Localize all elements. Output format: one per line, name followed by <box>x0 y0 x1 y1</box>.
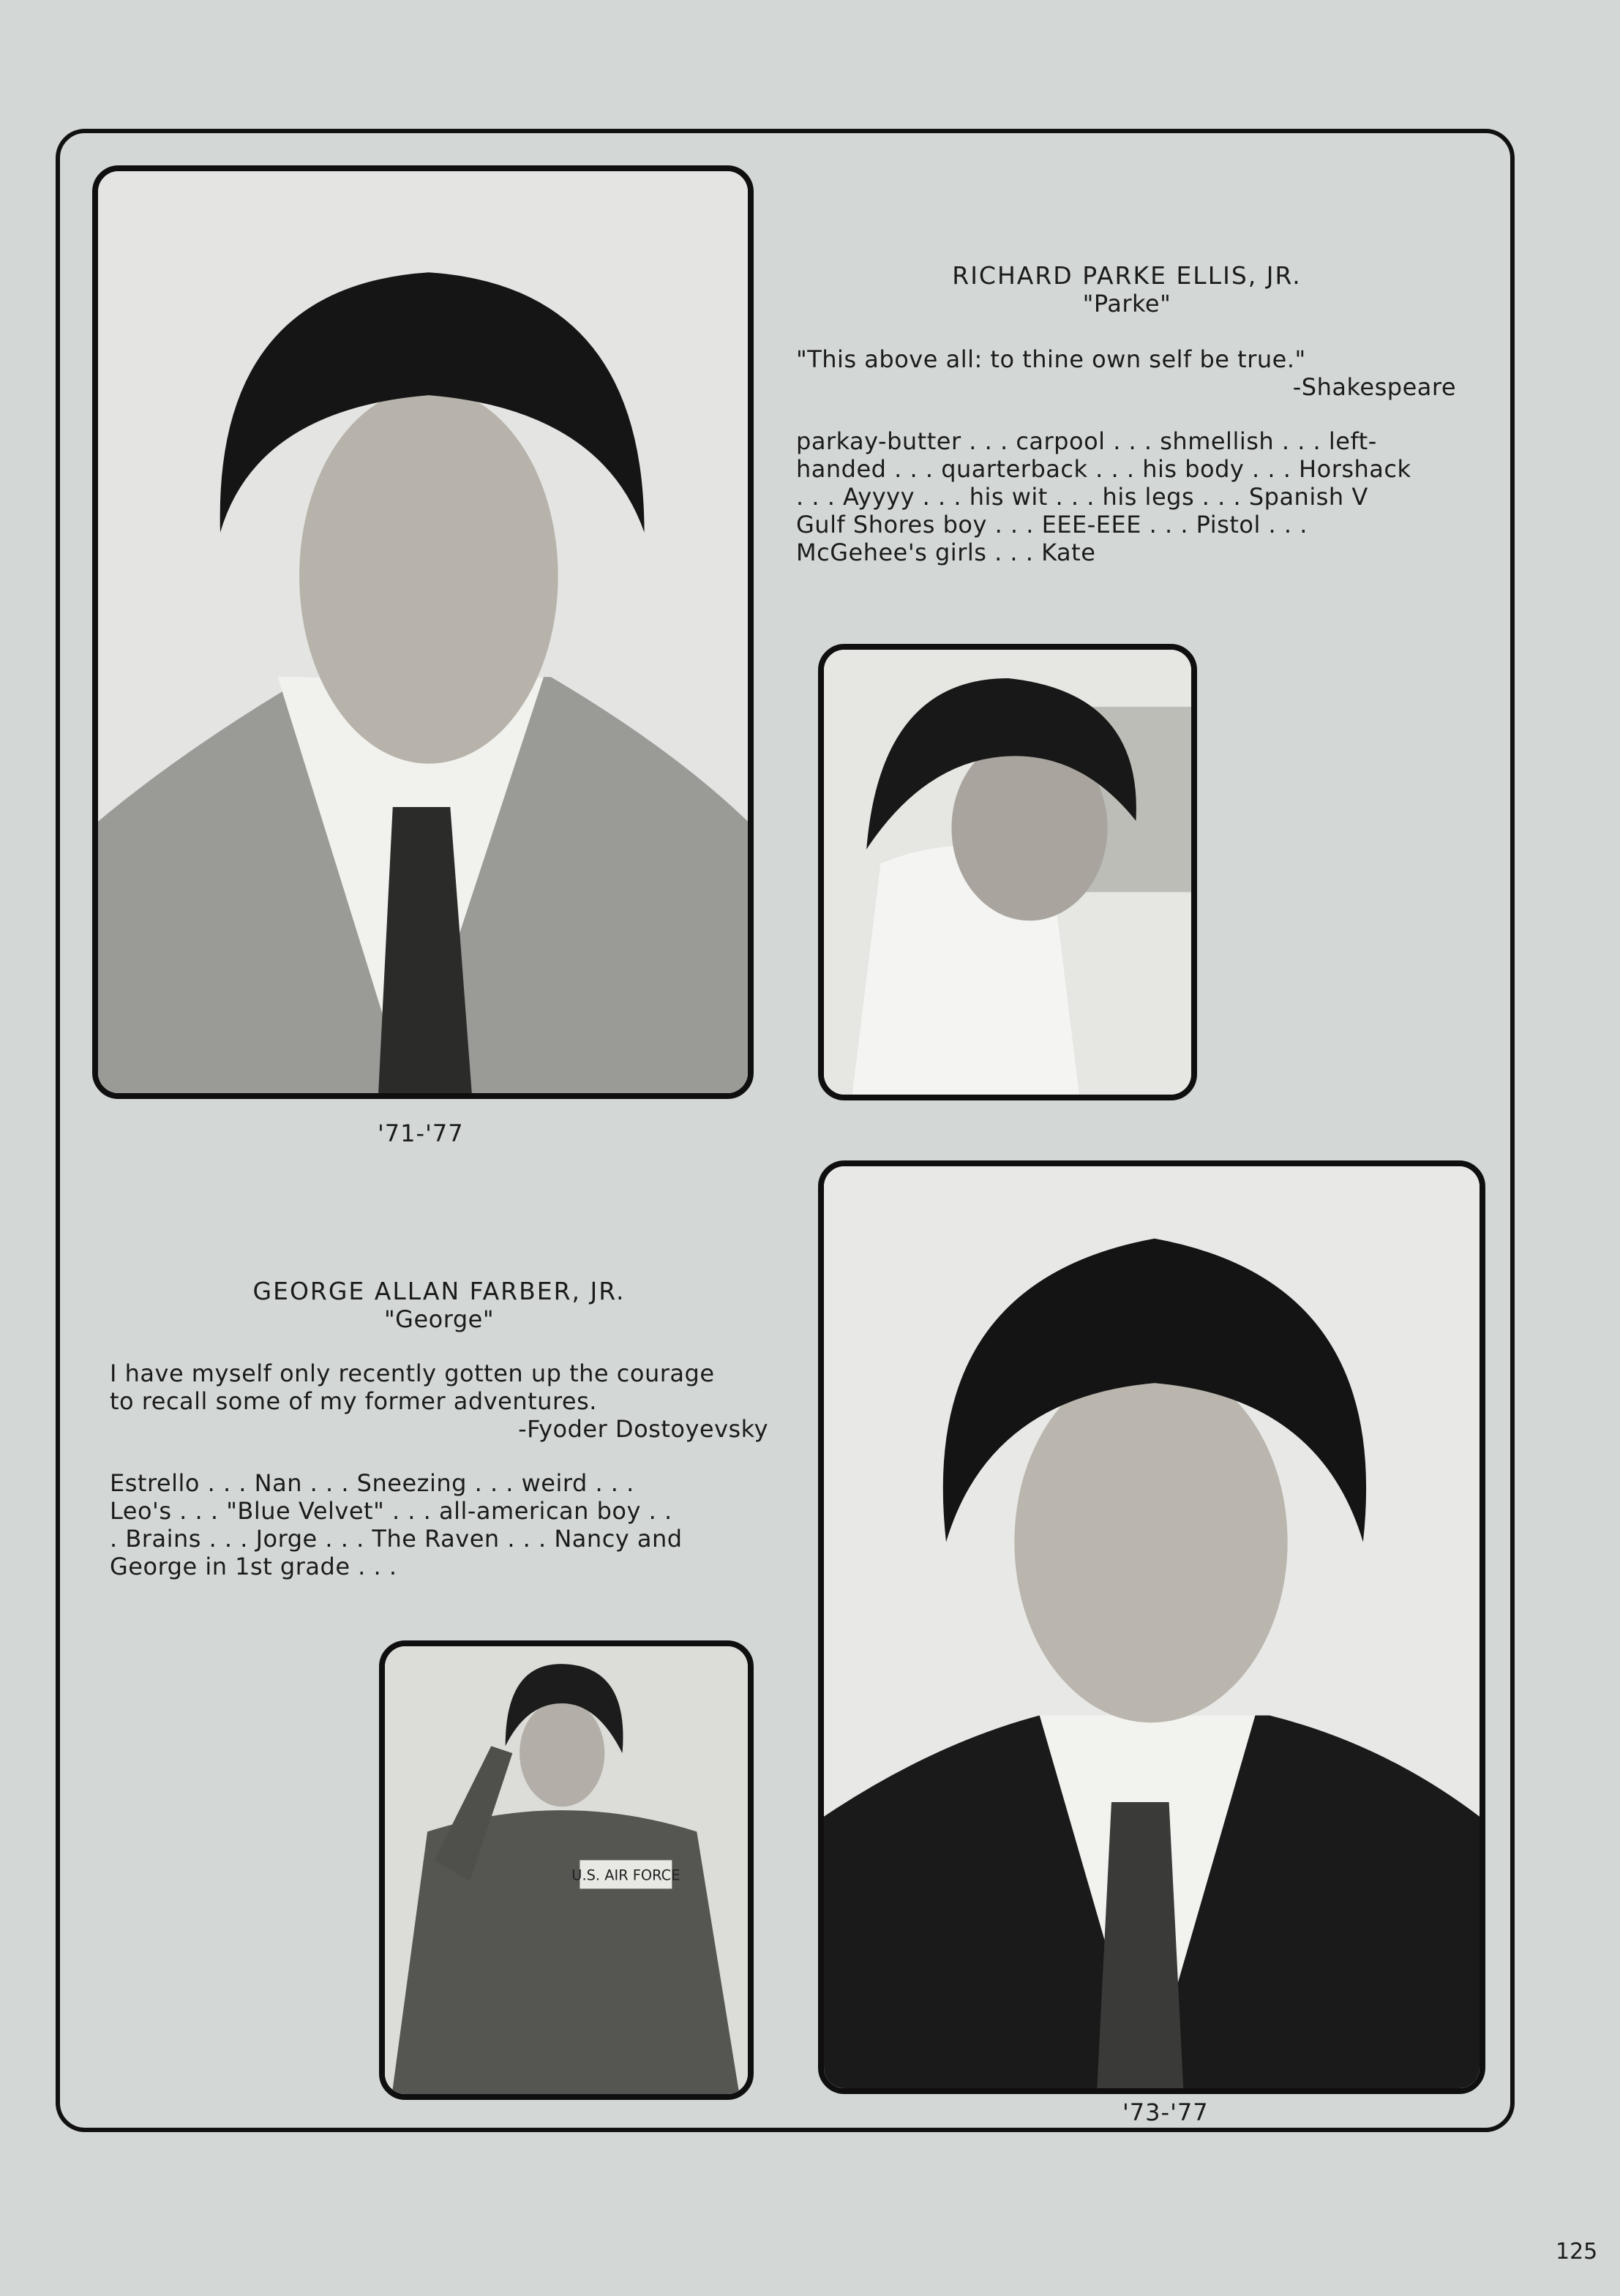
ellis-candid-photo <box>818 644 1197 1100</box>
memory-line: McGehee's girls . . . Kate <box>796 539 1096 566</box>
quote-line: I have myself only recently gotten up the courage <box>110 1359 715 1387</box>
farber-name: GEORGE ALLAN FARBER, JR. <box>252 1277 626 1305</box>
ellis-years: '71-'77 <box>378 1119 464 1147</box>
memory-line: Gulf Shores boy . . . EEE-EEE . . . Pistol . . . <box>796 511 1308 539</box>
memory-line: . . . Ayyyy . . . his wit . . . his legs . . . Spanish V <box>796 483 1368 511</box>
farber-quote-author: -Fyoder Dostoyevsky <box>518 1415 768 1443</box>
ellis-quote-author: -Shakespeare <box>1292 373 1456 401</box>
ellis-name: RICHARD PARKE ELLIS, JR. <box>952 261 1302 290</box>
uniform-tag: U.S. AIR FORCE <box>571 1867 680 1884</box>
memory-line: handed . . . quarterback . . . his body . . . Horshack <box>796 455 1411 483</box>
memory-line: parkay-butter . . . carpool . . . shmellish . . . left- <box>796 427 1377 455</box>
farber-nickname: "George" <box>383 1305 495 1333</box>
page-number: 125 <box>1556 2239 1598 2265</box>
farber-memories <box>110 1469 783 1580</box>
farber-years: '73-'77 <box>1122 2098 1209 2126</box>
memory-line: Estrello . . . Nan . . . Sneezing . . . weird . . . <box>110 1469 634 1497</box>
memory-line: . Brains . . . Jorge . . . The Raven . . . Nancy and <box>110 1525 683 1553</box>
ellis-quote: "This above all: to thine own self be true." <box>796 345 1306 373</box>
quote-line: to recall some of my former adventures. <box>110 1387 597 1415</box>
farber-quote <box>110 1359 783 1415</box>
farber-candid-photo <box>379 1640 754 2100</box>
farber-portrait-photo <box>818 1160 1485 2094</box>
memory-line: Leo's . . . "Blue Velvet" . . . all-american boy . . <box>110 1497 672 1525</box>
ellis-nickname: "Parke" <box>1082 290 1171 318</box>
ellis-memories <box>796 427 1469 566</box>
ellis-portrait-photo <box>92 165 754 1099</box>
memory-line: George in 1st grade . . . <box>110 1553 397 1580</box>
